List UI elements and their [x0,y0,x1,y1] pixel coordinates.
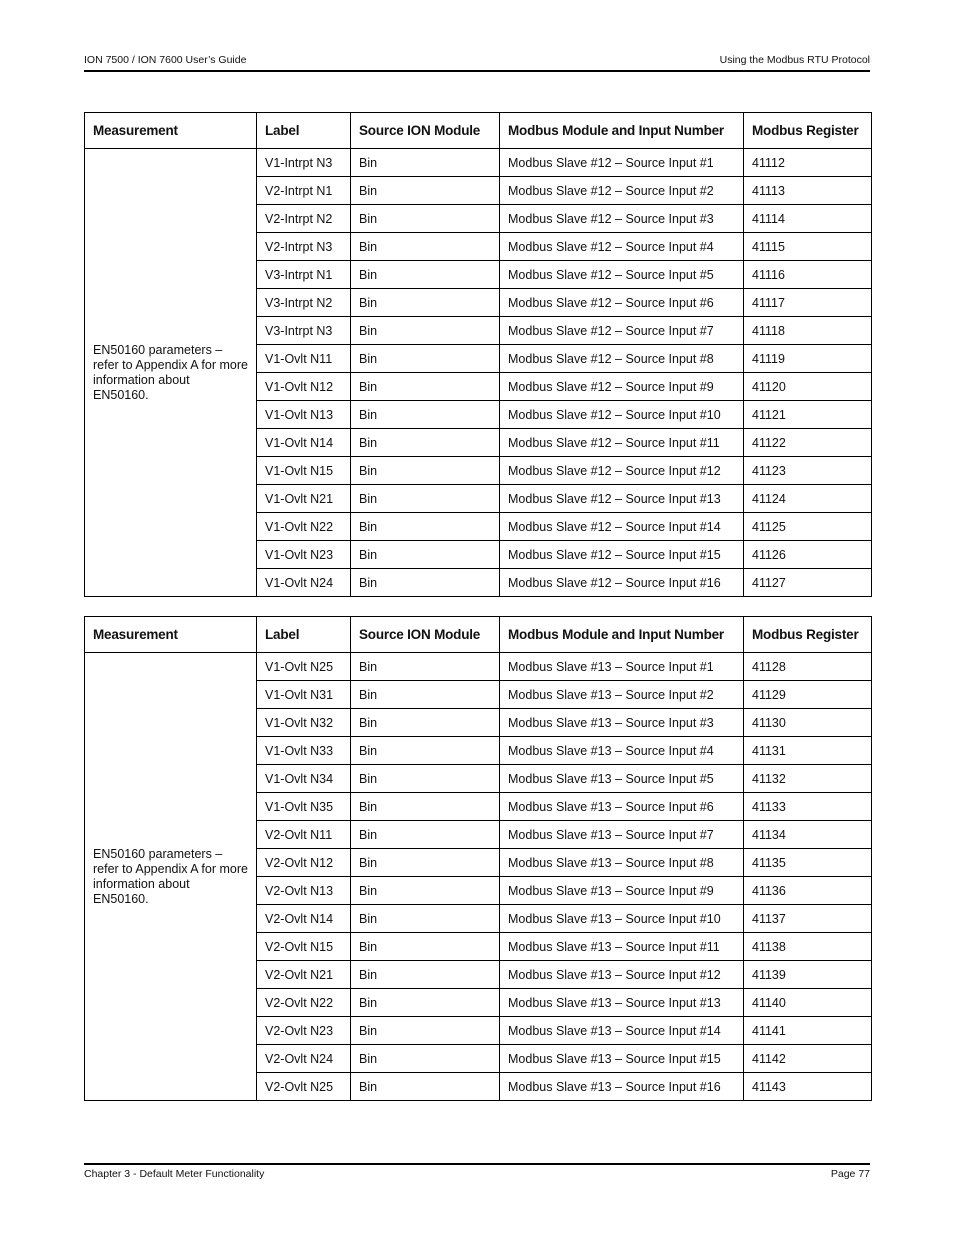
register-cell: 41117 [744,289,872,317]
modbus-input-cell: Modbus Slave #12 – Source Input #11 [500,429,744,457]
modbus-input-cell: Modbus Slave #13 – Source Input #4 [500,737,744,765]
modbus-input-cell: Modbus Slave #12 – Source Input #16 [500,569,744,597]
modbus-input-cell: Modbus Slave #12 – Source Input #9 [500,373,744,401]
label-cell: V2-Ovlt N14 [257,905,351,933]
source-module-cell: Bin [351,513,500,541]
modbus-input-cell: Modbus Slave #13 – Source Input #14 [500,1017,744,1045]
register-cell: 41129 [744,681,872,709]
source-module-cell: Bin [351,961,500,989]
label-cell: V2-Intrpt N3 [257,233,351,261]
source-module-cell: Bin [351,429,500,457]
register-cell: 41122 [744,429,872,457]
register-cell: 41112 [744,149,872,177]
label-cell: V3-Intrpt N1 [257,261,351,289]
label-cell: V1-Ovlt N15 [257,457,351,485]
source-module-cell: Bin [351,345,500,373]
label-cell: V2-Ovlt N23 [257,1017,351,1045]
modbus-input-cell: Modbus Slave #13 – Source Input #13 [500,989,744,1017]
register-cell: 41138 [744,933,872,961]
modbus-input-cell: Modbus Slave #13 – Source Input #10 [500,905,744,933]
label-cell: V3-Intrpt N2 [257,289,351,317]
register-cell: 41136 [744,877,872,905]
source-module-cell: Bin [351,541,500,569]
modbus-input-cell: Modbus Slave #13 – Source Input #15 [500,1045,744,1073]
source-module-cell: Bin [351,457,500,485]
register-cell: 41120 [744,373,872,401]
col-header-measurement: Measurement [85,617,257,653]
label-cell: V2-Intrpt N2 [257,205,351,233]
register-cell: 41121 [744,401,872,429]
label-cell: V1-Ovlt N22 [257,513,351,541]
source-module-cell: Bin [351,681,500,709]
source-module-cell: Bin [351,569,500,597]
label-cell: V1-Ovlt N32 [257,709,351,737]
modbus-input-cell: Modbus Slave #13 – Source Input #7 [500,821,744,849]
source-module-cell: Bin [351,177,500,205]
modbus-input-cell: Modbus Slave #12 – Source Input #14 [500,513,744,541]
register-cell: 41123 [744,457,872,485]
source-module-cell: Bin [351,653,500,681]
register-cell: 41127 [744,569,872,597]
table-header-row [85,617,872,653]
source-module-cell: Bin [351,793,500,821]
register-cell: 41125 [744,513,872,541]
col-header-label: Label [257,113,351,149]
modbus-register-table-2 [84,616,872,1101]
table-header-row [85,113,872,149]
register-cell: 41133 [744,793,872,821]
footer-chapter: Chapter 3 - Default Meter Functionality [84,1168,265,1180]
source-module-cell: Bin [351,485,500,513]
label-cell: V1-Ovlt N35 [257,793,351,821]
label-cell: V2-Intrpt N1 [257,177,351,205]
source-module-cell: Bin [351,261,500,289]
table-row [85,653,872,681]
source-module-cell: Bin [351,821,500,849]
modbus-input-cell: Modbus Slave #13 – Source Input #11 [500,933,744,961]
modbus-input-cell: Modbus Slave #12 – Source Input #15 [500,541,744,569]
register-cell: 41142 [744,1045,872,1073]
register-cell: 41119 [744,345,872,373]
register-cell: 41114 [744,205,872,233]
source-module-cell: Bin [351,709,500,737]
source-module-cell: Bin [351,401,500,429]
header-section-title: Using the Modbus RTU Protocol [719,54,870,66]
modbus-input-cell: Modbus Slave #13 – Source Input #9 [500,877,744,905]
col-header-measurement: Measurement [85,113,257,149]
register-cell: 41135 [744,849,872,877]
col-header-label: Label [257,617,351,653]
source-module-cell: Bin [351,289,500,317]
modbus-input-cell: Modbus Slave #13 – Source Input #12 [500,961,744,989]
register-cell: 41113 [744,177,872,205]
label-cell: V1-Ovlt N12 [257,373,351,401]
footer-rule [84,1163,870,1165]
source-module-cell: Bin [351,1017,500,1045]
label-cell: V1-Intrpt N3 [257,149,351,177]
source-module-cell: Bin [351,1045,500,1073]
label-cell: V1-Ovlt N23 [257,541,351,569]
register-cell: 41143 [744,1073,872,1101]
col-header-modbus-register: Modbus Register [744,113,872,149]
modbus-input-cell: Modbus Slave #13 – Source Input #16 [500,1073,744,1101]
label-cell: V1-Ovlt N11 [257,345,351,373]
register-cell: 41140 [744,989,872,1017]
source-module-cell: Bin [351,233,500,261]
label-cell: V1-Ovlt N34 [257,765,351,793]
label-cell: V1-Ovlt N25 [257,653,351,681]
modbus-input-cell: Modbus Slave #12 – Source Input #6 [500,289,744,317]
col-header-modbus-module-input: Modbus Module and Input Number [500,617,744,653]
register-cell: 41131 [744,737,872,765]
modbus-input-cell: Modbus Slave #12 – Source Input #4 [500,233,744,261]
label-cell: V1-Ovlt N13 [257,401,351,429]
source-module-cell: Bin [351,989,500,1017]
modbus-input-cell: Modbus Slave #13 – Source Input #5 [500,765,744,793]
header-doc-title: ION 7500 / ION 7600 User’s Guide [84,54,247,66]
register-cell: 41141 [744,1017,872,1045]
modbus-input-cell: Modbus Slave #12 – Source Input #8 [500,345,744,373]
table-row [85,149,872,177]
register-cell: 41116 [744,261,872,289]
register-cell: 41130 [744,709,872,737]
page-header [84,52,870,68]
source-module-cell: Bin [351,373,500,401]
label-cell: V2-Ovlt N11 [257,821,351,849]
modbus-input-cell: Modbus Slave #13 – Source Input #8 [500,849,744,877]
modbus-input-cell: Modbus Slave #12 – Source Input #1 [500,149,744,177]
modbus-input-cell: Modbus Slave #12 – Source Input #5 [500,261,744,289]
source-module-cell: Bin [351,1073,500,1101]
col-header-modbus-module-input: Modbus Module and Input Number [500,113,744,149]
label-cell: V2-Ovlt N13 [257,877,351,905]
modbus-input-cell: Modbus Slave #12 – Source Input #10 [500,401,744,429]
page-footer [84,1167,870,1181]
label-cell: V2-Ovlt N22 [257,989,351,1017]
modbus-input-cell: Modbus Slave #13 – Source Input #2 [500,681,744,709]
source-module-cell: Bin [351,877,500,905]
modbus-input-cell: Modbus Slave #12 – Source Input #2 [500,177,744,205]
modbus-input-cell: Modbus Slave #13 – Source Input #3 [500,709,744,737]
source-module-cell: Bin [351,905,500,933]
source-module-cell: Bin [351,205,500,233]
source-module-cell: Bin [351,737,500,765]
label-cell: V1-Ovlt N21 [257,485,351,513]
register-cell: 41126 [744,541,872,569]
label-cell: V2-Ovlt N21 [257,961,351,989]
label-cell: V2-Ovlt N15 [257,933,351,961]
register-cell: 41139 [744,961,872,989]
modbus-register-table-1 [84,112,872,597]
register-cell: 41115 [744,233,872,261]
modbus-input-cell: Modbus Slave #13 – Source Input #6 [500,793,744,821]
measurement-cell: EN50160 parameters – refer to Appendix A for more information about EN50160. [85,149,257,597]
modbus-input-cell: Modbus Slave #12 – Source Input #3 [500,205,744,233]
modbus-input-cell: Modbus Slave #12 – Source Input #13 [500,485,744,513]
label-cell: V1-Ovlt N31 [257,681,351,709]
label-cell: V1-Ovlt N14 [257,429,351,457]
source-module-cell: Bin [351,933,500,961]
label-cell: V1-Ovlt N33 [257,737,351,765]
source-module-cell: Bin [351,849,500,877]
modbus-input-cell: Modbus Slave #12 – Source Input #7 [500,317,744,345]
source-module-cell: Bin [351,149,500,177]
source-module-cell: Bin [351,765,500,793]
footer-page-number: Page 77 [830,1168,870,1180]
modbus-input-cell: Modbus Slave #12 – Source Input #12 [500,457,744,485]
col-header-source-ion-module: Source ION Module [351,113,500,149]
register-cell: 41128 [744,653,872,681]
register-cell: 41118 [744,317,872,345]
register-cell: 41137 [744,905,872,933]
col-header-modbus-register: Modbus Register [744,617,872,653]
label-cell: V2-Ovlt N24 [257,1045,351,1073]
label-cell: V1-Ovlt N24 [257,569,351,597]
header-rule [84,70,870,72]
register-cell: 41124 [744,485,872,513]
label-cell: V3-Intrpt N3 [257,317,351,345]
col-header-source-ion-module: Source ION Module [351,617,500,653]
register-cell: 41132 [744,765,872,793]
label-cell: V2-Ovlt N12 [257,849,351,877]
register-cell: 41134 [744,821,872,849]
label-cell: V2-Ovlt N25 [257,1073,351,1101]
measurement-cell: EN50160 parameters – refer to Appendix A for more information about EN50160. [85,653,257,1101]
source-module-cell: Bin [351,317,500,345]
modbus-input-cell: Modbus Slave #13 – Source Input #1 [500,653,744,681]
